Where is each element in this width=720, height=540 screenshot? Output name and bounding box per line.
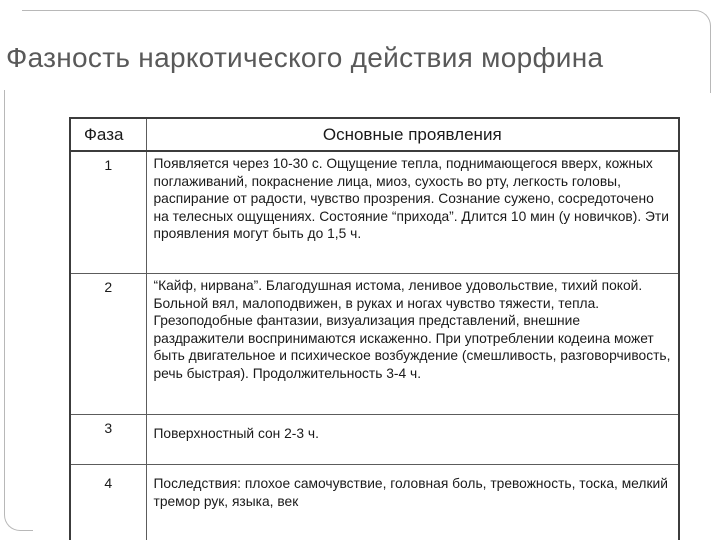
phase-number: 4	[70, 465, 146, 540]
phase-number: 1	[70, 151, 146, 274]
table-header-row	[70, 118, 679, 151]
phase-number: 3	[70, 415, 146, 465]
slide-title: Фазность наркотического действия морфина	[6, 42, 604, 73]
decorative-frame-left	[4, 90, 33, 531]
table-row	[70, 465, 679, 540]
table-row	[70, 151, 679, 274]
table-row	[70, 415, 679, 465]
phase-description: “Кайф, нирвана”. Благодушная истома, ленивое удовольствие, тихий покой. Больной вял, малоподвижен, в руках и ногах чувство тяжести, тепла. Грезоподобные фантазии, визуализация представлений, внешние раздражители воспринимаются искаженно. При употреблении кодеина может быть двигательное и психическое возбуждение (смешливость, разговорчивость, речь быстрая). Продолжительность 3-4 ч.	[146, 274, 679, 415]
phase-number: 2	[70, 274, 146, 415]
table-row	[70, 274, 679, 415]
phase-description: Поверхностный сон 2-3 ч.	[146, 415, 679, 465]
phase-description: Последствия: плохое самочувствие, головная боль, тревожность, тоска, мелкий тремор рук, языка, век	[146, 465, 679, 540]
header-manifestations: Основные проявления	[146, 118, 679, 151]
phases-table	[69, 117, 680, 540]
phase-description: Появляется через 10-30 с. Ощущение тепла, поднимающегося вверх, кожных поглаживаний, покраснение лица, миоз, сухость во рту, легкость головы, распирание от радости, чувство прозрения. Сознание сужено, сосредоточено на телесных ощущениях. Состояние “прихода”. Длится 10 мин (у новичков). Эти проявления могут быть до 1,5 ч.	[146, 151, 679, 274]
header-phase: Фаза	[70, 118, 146, 151]
